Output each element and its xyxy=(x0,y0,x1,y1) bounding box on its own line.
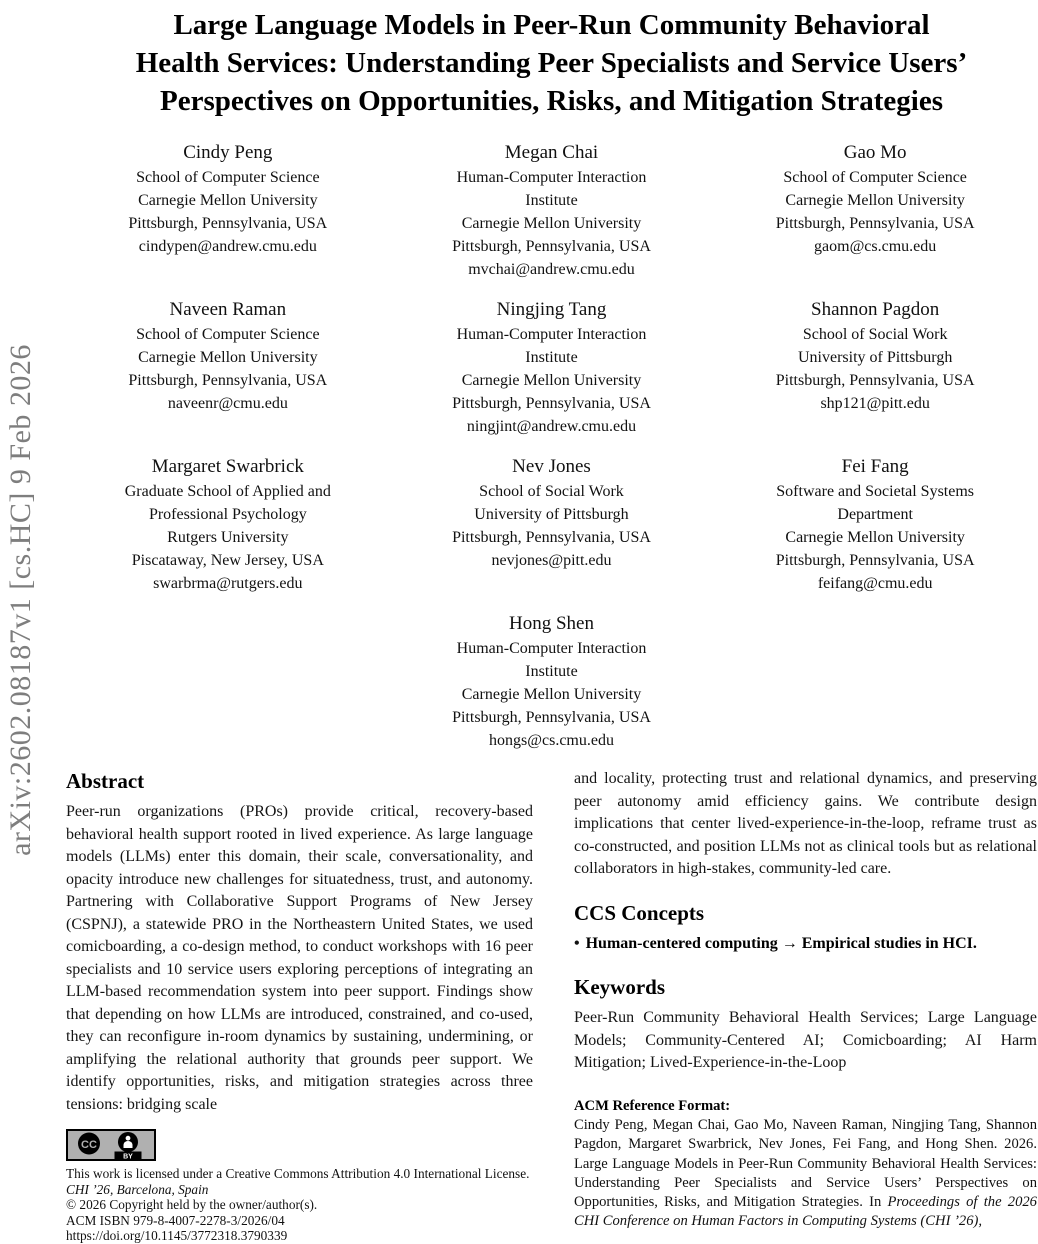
author-block xyxy=(390,140,714,281)
author-block xyxy=(66,140,390,281)
author-email: ningjint@andrew.cmu.edu xyxy=(466,418,637,435)
author-affiliation-line: Carnegie Mellon University xyxy=(461,215,642,232)
author-name: Gao Mo xyxy=(843,142,907,163)
svg-text:CC: CC xyxy=(81,1139,97,1151)
author-email: mvchai@andrew.cmu.edu xyxy=(468,261,635,278)
author-name: Cindy Peng xyxy=(183,142,273,163)
cc-by-license-icon xyxy=(66,1129,156,1161)
abstract-heading: Abstract xyxy=(66,769,145,793)
author-name: Margaret Swarbrick xyxy=(151,456,304,477)
author-name: Hong Shen xyxy=(509,613,594,634)
acm-reference-text xyxy=(574,1116,1037,1232)
author-affiliation-line: Pittsburgh, Pennsylvania, USA xyxy=(775,552,975,569)
author-block xyxy=(713,454,1037,595)
author-email: gaom@cs.cmu.edu xyxy=(814,238,937,255)
author-name: Fei Fang xyxy=(841,456,909,477)
author-affiliation-line: Institute xyxy=(525,349,578,366)
author-block xyxy=(390,297,714,438)
abstract-text-col2: and locality, protecting trust and relational dynamics, and preserving peer autonomy amid efficiency gains. We contribute design implications that center lived-experience-in-the-loop, reframe trust as co-constructed, and position LLMs not as clinical tools but as relational collaborators in high-stakes, community-led care. xyxy=(574,770,1037,877)
author-affiliation-line: School of Computer Science xyxy=(783,169,967,186)
author-affiliation-line: Institute xyxy=(525,192,578,209)
doi-link[interactable]: https://doi.org/10.1145/3772318.3790339 xyxy=(66,1228,288,1244)
author-affiliation-line: Carnegie Mellon University xyxy=(138,192,318,209)
author-affiliation-line: Pittsburgh, Pennsylvania, USA xyxy=(775,215,975,232)
license-statement: This work is licensed under a Creative Commons Attribution 4.0 International License. xyxy=(66,1166,530,1181)
author-affiliation-line: Professional Psychology xyxy=(148,506,307,523)
author-email: shp121@pitt.edu xyxy=(820,395,930,412)
author-affiliation-line: Software and Societal Systems xyxy=(776,483,975,500)
authors-grid xyxy=(66,140,1037,595)
author-email: swarbrma@rutgers.edu xyxy=(153,575,303,592)
author-name: Nev Jones xyxy=(512,456,591,477)
license-footnote xyxy=(66,1129,533,1244)
author-affiliation-line: Carnegie Mellon University xyxy=(461,686,642,703)
author-affiliation-line: School of Computer Science xyxy=(136,326,320,343)
author-block xyxy=(390,611,714,752)
author-affiliation-line: Human-Computer Interaction xyxy=(456,640,647,657)
author-block xyxy=(713,297,1037,438)
author-affiliation-line: Pittsburgh, Pennsylvania, USA xyxy=(452,529,651,546)
author-affiliation-line: Pittsburgh, Pennsylvania, USA xyxy=(452,395,651,412)
author-affiliation-line: Carnegie Mellon University xyxy=(138,349,318,366)
acm-reference-heading: ACM Reference Format: xyxy=(574,1097,731,1114)
author-affiliation-line: Pittsburgh, Pennsylvania, USA xyxy=(452,238,651,255)
author-affiliation-line: Pittsburgh, Pennsylvania, USA xyxy=(128,372,328,389)
author-name: Naveen Raman xyxy=(169,299,287,320)
author-centered-row xyxy=(66,611,1037,752)
author-name: Ningjing Tang xyxy=(496,299,607,320)
keywords-heading: Keywords xyxy=(574,975,665,999)
author-affiliation-line: School of Social Work xyxy=(802,326,948,343)
author-email: naveenr@cmu.edu xyxy=(167,395,288,412)
arxiv-watermark: arXiv:2602.08187v1 [cs.HC] 9 Feb 2026 xyxy=(4,344,37,856)
ccs-concept-text: Human-centered computing → Empirical studies in HCI. xyxy=(585,934,977,952)
author-block xyxy=(66,297,390,438)
author-affiliation-line: University of Pittsburgh xyxy=(797,349,953,366)
author-affiliation-line: Graduate School of Applied and xyxy=(124,483,331,500)
right-column xyxy=(574,768,1037,1244)
author-email: nevjones@pitt.edu xyxy=(491,552,612,569)
author-affiliation-line: Carnegie Mellon University xyxy=(785,529,965,546)
author-affiliation-line: Carnegie Mellon University xyxy=(461,372,642,389)
author-affiliation-line: School of Computer Science xyxy=(136,169,320,186)
author-block xyxy=(390,454,714,595)
paper-title xyxy=(66,6,1037,120)
left-column xyxy=(66,768,533,1244)
paper-title-line-1: Large Language Models in Peer-Run Community Behavioral xyxy=(173,9,930,41)
author-affiliation-line: Carnegie Mellon University xyxy=(785,192,965,209)
author-affiliation-line: Pittsburgh, Pennsylvania, USA xyxy=(128,215,328,232)
paper-title-line-2: Health Services: Understanding Peer Specialists and Service Users’ xyxy=(135,47,968,79)
svg-text:BY: BY xyxy=(123,1153,133,1161)
author-block xyxy=(713,140,1037,281)
acm-reference-italic: Proceedings of the 2026 CHI Conference on Human Factors in Computing Systems (CHI ’26), xyxy=(574,1194,1037,1230)
author-affiliation-line: Piscataway, New Jersey, USA xyxy=(131,552,324,569)
copyright-line: © 2026 Copyright held by the owner/author(s). xyxy=(66,1197,318,1213)
author-affiliation-line: School of Social Work xyxy=(479,483,624,500)
two-column-body xyxy=(66,768,1037,1244)
keywords-text: Peer-Run Community Behavioral Health Services; Large Language Models; Community-Centered AI; Comicboarding; AI Harm Mitigation; Lived-Experience-in-the-Loop xyxy=(574,1009,1037,1071)
author-affiliation-line: Institute xyxy=(525,663,578,680)
author-affiliation-line: Human-Computer Interaction xyxy=(456,169,647,186)
bullet-icon: • xyxy=(574,934,580,952)
author-affiliation-line: Pittsburgh, Pennsylvania, USA xyxy=(775,372,975,389)
ccs-concept-line xyxy=(574,933,1037,956)
acm-reference-normal: Cindy Peng, Megan Chai, Gao Mo, Naveen Raman, Ningjing Tang, Shannon Pagdon, Margaret Swarbrick, Nev Jones, Fei Fang, and Hong Shen. 2026. Large Language Models in Peer-Run Community Behavioral Health Services: Understanding Peer Specialists and Service Users’ Perspectives on Opportunities, Risks, and Mitigation Strategies. In xyxy=(574,1117,1037,1211)
author-affiliation-line: Department xyxy=(837,506,913,523)
author-email: hongs@cs.cmu.edu xyxy=(489,732,614,749)
author-affiliation-line: Human-Computer Interaction xyxy=(456,326,647,343)
abstract-text-col1: Peer-run organizations (PROs) provide critical, recovery-based behavioral health support rooted in lived experience. As large language models (LLMs) enter this domain, their scale, conversationality, and opacity introduce new challenges for situatedness, trust, and autonomy. Partnering with Collaborative Support Programs of New Jersey (CSPNJ), a statewide PRO in the Northeastern United States, we used comicboarding, a co-design method, to conduct workshops with 16 peer specialists and 10 service users exploring perceptions of integrating an LLM-based recommendation system into peer support. Findings show that depending on how LLMs are introduced, constrained, and co-used, they can reconfigure in-room dynamics by sustaining, undermining, or amplifying the relational authority that grounds peer support. We identify opportunities, risks, and mitigation strategies across three tensions: bridging scale xyxy=(66,803,533,1113)
author-affiliation-line: University of Pittsburgh xyxy=(474,506,629,523)
author-name: Megan Chai xyxy=(504,142,599,163)
author-email: cindypen@andrew.cmu.edu xyxy=(138,238,317,255)
author-affiliation-line: Pittsburgh, Pennsylvania, USA xyxy=(452,709,651,726)
author-name: Shannon Pagdon xyxy=(811,299,940,320)
paper-content xyxy=(66,0,1037,1244)
author-email: feifang@cmu.edu xyxy=(817,575,933,592)
isbn-line: ACM ISBN 979-8-4007-2278-3/2026/04 xyxy=(66,1212,285,1228)
ccs-concepts-heading: CCS Concepts xyxy=(574,900,705,925)
author-affiliation-line: Rutgers University xyxy=(167,529,289,546)
paper-title-line-3: Perspectives on Opportunities, Risks, and Mitigation Strategies xyxy=(160,85,943,117)
author-block xyxy=(66,454,390,595)
venue-line: CHI ’26, Barcelona, Spain xyxy=(66,1181,209,1197)
